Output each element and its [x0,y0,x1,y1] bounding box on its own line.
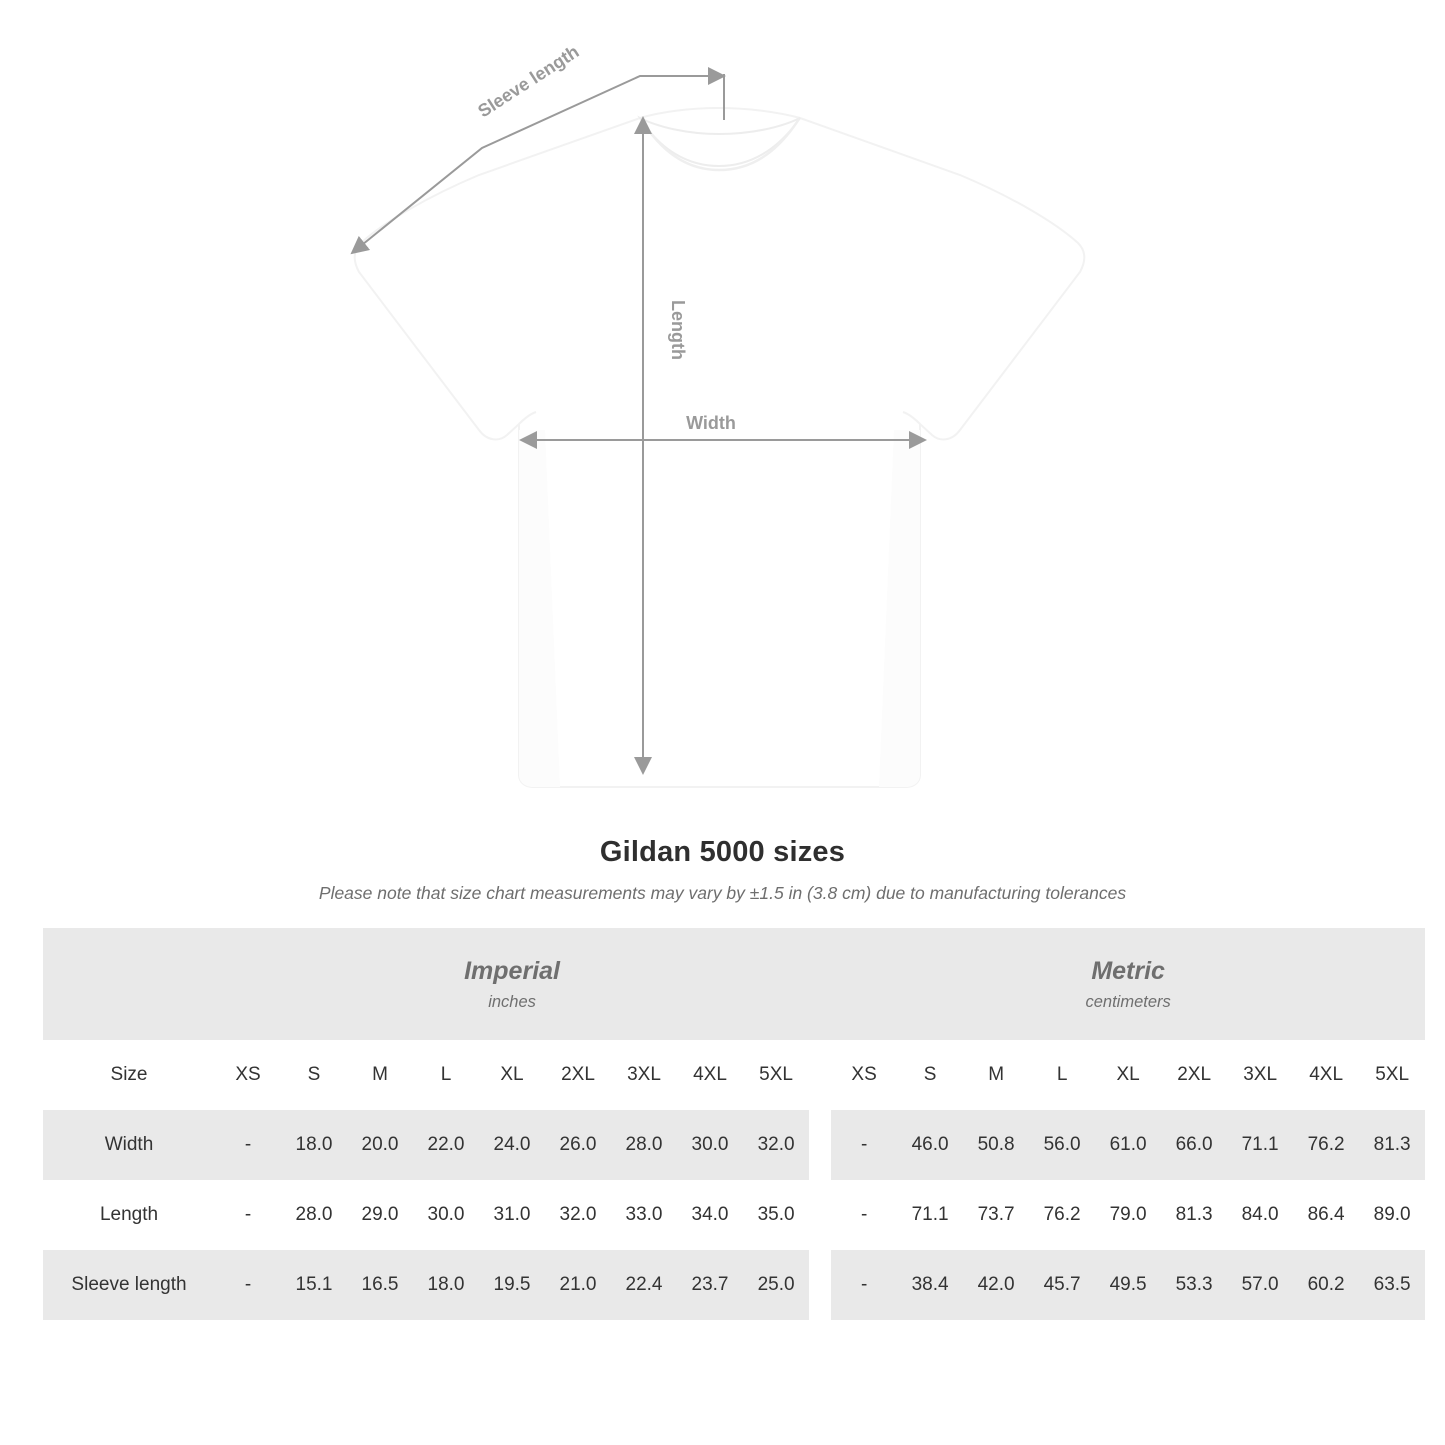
cell-width-imp-7: 30.0 [677,1110,743,1180]
cell-length-imp-8: 35.0 [743,1180,809,1250]
tshirt-shape [355,108,1085,787]
cell-length-imp-6: 33.0 [611,1180,677,1250]
unit-spacer-mid [809,928,831,1040]
cell-sleeve-met-5: 53.3 [1161,1250,1227,1320]
size-table-wrapper [43,928,1411,1320]
cell-sleeve-met-8: 63.5 [1359,1250,1425,1320]
cell-sleeve-imp-1: 15.1 [281,1250,347,1320]
cell-sleeve-imp-7: 23.7 [677,1250,743,1320]
unit-header-row [43,928,1425,1040]
cell-length-met-8: 89.0 [1359,1180,1425,1250]
cell-width-imp-2: 20.0 [347,1110,413,1180]
cell-length-met-4: 79.0 [1095,1180,1161,1250]
cell-width-met-1: 46.0 [897,1110,963,1180]
size-header-imp-7: 4XL [677,1040,743,1110]
cell-width-met-8: 81.3 [1359,1110,1425,1180]
cell-sleeve-imp-5: 21.0 [545,1250,611,1320]
size-header-row [43,1040,1425,1110]
cell-width-met-7: 76.2 [1293,1110,1359,1180]
table-row [43,1180,1425,1250]
size-header-imp-0: XS [215,1040,281,1110]
cell-width-met-6: 71.1 [1227,1110,1293,1180]
cell-length-imp-3: 30.0 [413,1180,479,1250]
size-header-met-2: M [963,1040,1029,1110]
cell-sleeve-imp-6: 22.4 [611,1250,677,1320]
size-header-imp-5: 2XL [545,1040,611,1110]
size-header-met-8: 5XL [1359,1040,1425,1110]
cell-length-imp-0: - [215,1180,281,1250]
chart-note: Please note that size chart measurements may vary by ±1.5 in (3.8 cm) due to manufacturing tolerances [318,883,1127,903]
row-gap-length [809,1180,831,1250]
size-header-imp-6: 3XL [611,1040,677,1110]
cell-width-imp-1: 18.0 [281,1110,347,1180]
size-header-imp-2: M [347,1040,413,1110]
size-header-label: Size [43,1040,215,1110]
cell-sleeve-met-4: 49.5 [1095,1250,1161,1320]
unit-header-imperial [215,928,809,1040]
cell-length-met-0: - [831,1180,897,1250]
size-table [43,928,1425,1320]
size-header-gap [809,1040,831,1110]
cell-width-met-5: 66.0 [1161,1110,1227,1180]
cell-width-imp-3: 22.0 [413,1110,479,1180]
cell-sleeve-met-0: - [831,1250,897,1320]
cell-width-met-2: 50.8 [963,1110,1029,1180]
cell-sleeve-imp-2: 16.5 [347,1250,413,1320]
unit-sub-metric: centimeters [1085,993,1171,1012]
cell-sleeve-imp-8: 25.0 [743,1250,809,1320]
unit-title-imperial: Imperial [464,956,560,985]
cell-sleeve-met-6: 57.0 [1227,1250,1293,1320]
row-gap-width [809,1110,831,1180]
unit-spacer-left [43,928,215,1040]
size-header-met-0: XS [831,1040,897,1110]
cell-length-imp-5: 32.0 [545,1180,611,1250]
cell-length-met-5: 81.3 [1161,1180,1227,1250]
unit-sub-imperial: inches [488,993,536,1012]
row-label-length: Length [43,1180,215,1250]
cell-length-imp-1: 28.0 [281,1180,347,1250]
cell-width-imp-0: - [215,1110,281,1180]
cell-sleeve-imp-3: 18.0 [413,1250,479,1320]
unit-header-metric [831,928,1425,1040]
cell-length-met-1: 71.1 [897,1180,963,1250]
chart-title: Gildan 5000 sizes [599,836,846,868]
size-header-met-5: 2XL [1161,1040,1227,1110]
length-label: Length [668,300,688,360]
size-header-imp-4: XL [479,1040,545,1110]
size-header-met-3: L [1029,1040,1095,1110]
cell-width-imp-4: 24.0 [479,1110,545,1180]
row-label-sleeve-length: Sleeve length [43,1250,215,1320]
cell-sleeve-imp-0: - [215,1250,281,1320]
size-header-met-4: XL [1095,1040,1161,1110]
cell-width-met-3: 56.0 [1029,1110,1095,1180]
table-row [43,1110,1425,1180]
cell-length-imp-7: 34.0 [677,1180,743,1250]
table-row [43,1250,1425,1320]
cell-sleeve-imp-4: 19.5 [479,1250,545,1320]
cell-width-imp-8: 32.0 [743,1110,809,1180]
sleeve-length-label: Sleeve length [474,41,583,122]
size-header-met-7: 4XL [1293,1040,1359,1110]
cell-width-imp-5: 26.0 [545,1110,611,1180]
cell-sleeve-met-7: 60.2 [1293,1250,1359,1320]
cell-length-met-2: 73.7 [963,1180,1029,1250]
cell-width-imp-6: 28.0 [611,1110,677,1180]
cell-length-imp-2: 29.0 [347,1180,413,1250]
row-label-width: Width [43,1110,215,1180]
size-header-met-6: 3XL [1227,1040,1293,1110]
row-gap-sleeve [809,1250,831,1320]
cell-sleeve-met-2: 42.0 [963,1250,1029,1320]
size-header-imp-3: L [413,1040,479,1110]
size-header-imp-1: S [281,1040,347,1110]
size-header-imp-8: 5XL [743,1040,809,1110]
width-label: Width [686,413,736,433]
title-block [0,836,1445,904]
cell-sleeve-met-3: 45.7 [1029,1250,1095,1320]
cell-length-met-6: 84.0 [1227,1180,1293,1250]
size-header-met-1: S [897,1040,963,1110]
cell-width-met-4: 61.0 [1095,1110,1161,1180]
cell-sleeve-met-1: 38.4 [897,1250,963,1320]
cell-length-imp-4: 31.0 [479,1180,545,1250]
cell-length-met-3: 76.2 [1029,1180,1095,1250]
cell-width-met-0: - [831,1110,897,1180]
cell-length-met-7: 86.4 [1293,1180,1359,1250]
unit-title-metric: Metric [1091,956,1165,985]
